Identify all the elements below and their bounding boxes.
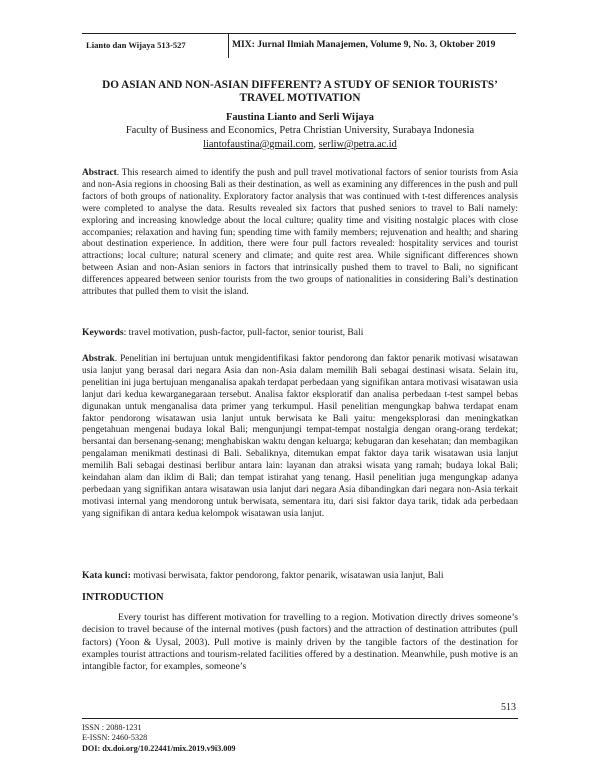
- page-number: 513: [501, 702, 516, 713]
- paper-title-line-2: TRAVEL MOTIVATION: [239, 92, 361, 104]
- abstract-indonesian: [82, 354, 518, 521]
- footer-rule: [82, 718, 518, 719]
- keywords-text: : travel motivation, push-factor, pull-factor, senior tourist, Bali: [123, 327, 364, 338]
- header-rule-right: [228, 33, 516, 34]
- kata-kunci-text: motivasi berwisata, faktor pendorong, faktor penarik, wisatawan usia lanjut, Bali: [130, 570, 444, 581]
- abstrak-label: Abstrak: [82, 354, 115, 364]
- footer-issn: ISSN : 2088-1231: [82, 723, 142, 732]
- abstract-label: Abstract: [82, 168, 117, 178]
- author-names: Faustina Lianto and Serli Wijaya: [225, 112, 374, 123]
- footer-doi: DOI: dx.doi.org/10.22441/mix.2019.v9i3.009: [82, 743, 236, 753]
- kata-kunci-label: Kata kunci:: [82, 570, 131, 581]
- abstrak-text: . Penelitian ini bertujuan untuk mengidentifikasi faktor pendorong dan faktor penarik motivasi wisatawan usia lanjut yang berasal dari negara Asia dan non-Asia dalam memilih Bali sebagai destinasi wisata. Selain itu, penelitian ini juga bertujuan menganalisa apakah terdapat perbedaan yang signifikan antara motivasi wisatawan usia lanjut dari kedua kewarganegaraan tersebut. Analisa faktor eksploratif dan analisa perbedaan t-test sampel bebas digunakan untuk menganalisa data primer yang terkumpul. Hasil penelitian mengungkap bahwa terdapat enam faktor pendorong wisatawan usia lanjut untuk berwisata ke Bali yaitu: mengeksplorasi dan meningkatkan pengetahuan mengenai budaya lokal Bali; mengunjungi tempat-tempat nostalgia dengan orang-orang terdekat; bersantai dan bersenang-senang; menghabiskan waktu dengan keluarga; kebugaran dan kesehatan; dan membagikan pengalaman menikmati destinasi di Bali. Sebaliknya, ditemukan empat faktor daya tarik wisatawan usia lanjut memilih Bali sebagai destinasi berlibur antara lain: layanan dan atraksi wisata yang ramah; budaya lokal Bali; keindahan alam dan iklim di Bali; dan tempat istirahat yang tenang. Hasil penelitian juga mengungkap adanya perbedaan yang signifikan antara wisatawan usia lanjut dari negara Asia dibandingkan dari negara non-Asia terkait motivasi internal yang mendorong untuk berwisata, sementara itu, dari sisi faktor daya tarik, tidak ada perbedaan yang signifikan di antara kedua kelompok wisatawan usia lanjut.: [82, 354, 518, 519]
- email-link-2[interactable]: serliw@petra.ac.id: [318, 139, 397, 150]
- section-heading-introduction: INTRODUCTION: [82, 592, 164, 603]
- email-link-1[interactable]: liantofaustina@gmail.com: [203, 139, 314, 150]
- introduction-paragraph: Every tourist has different motivation for travelling to a region. Motivation directly drives someone’s decision to travel because of the internal motives (push factors) and the attraction of destination attributes (pull factors) (Yoon & Uysal, 2003). Pull motive is mainly driven by the tangible factors of the destination for examples tourist attractions and tourism-related facilities offered by a destination. Meanwhile, push motive is an intangible factor, for examples, someone’s: [82, 612, 518, 673]
- keywords-label: Keywords: [82, 327, 124, 338]
- kata-kunci: [82, 570, 518, 582]
- footer-identifiers: [82, 723, 236, 754]
- author-emails: [82, 139, 518, 150]
- paper-title-line-1: DO ASIAN AND NON-ASIAN DIFFERENT? A STUDY OF SENIOR TOURISTS’: [102, 79, 498, 91]
- abstract-text: . This research aimed to identify the push and pull travel motivational factors of senior tourists from Asia and non-Asia regions in choosing Bali as their destination, as well as examining any differences in the push and pull factors of both groups of nationality. Exploratory factor analysis that was continued with t-test differences analysis were completed to analyse the data. Results revealed six factors that pushed seniors to travel to Bali namely: exploring and increasing knowledge about the local culture; quality time and visiting nostalgic places with close accompanies; relaxation and having fun; spending time with family members; rejuvenation and health; and sharing about destination experience. In addition, there were four pull factors revealed: hospitality services and tourist attractions; local culture; natural scenery and climate; and quite rest area. While significant differences shown between Asian and non-Asian seniors in factors that intrinsically pushed them to travel to Bali, no significant differences appeared between senior tourists from the two groups of nationalities in considering Bali’s destination attributes that pulled them to visit the island.: [82, 168, 518, 298]
- header-rule-left: [82, 33, 228, 34]
- keywords: [82, 327, 518, 339]
- author-affiliation: Faculty of Business and Economics, Petra Christian University, Surabaya Indonesia: [125, 125, 475, 136]
- email-separator: ,: [313, 139, 319, 150]
- paper-title: [82, 79, 518, 105]
- header-divider: [228, 33, 229, 58]
- running-header-authors: Lianto dan Wijaya 513-527: [86, 40, 186, 50]
- abstract-english: [82, 168, 518, 299]
- footer-eissn: E-ISSN: 2460-5328: [82, 733, 148, 743]
- running-header-journal: MIX: Jurnal Ilmiah Manajemen, Volume 9, No. 3, Oktober 2019: [232, 39, 496, 50]
